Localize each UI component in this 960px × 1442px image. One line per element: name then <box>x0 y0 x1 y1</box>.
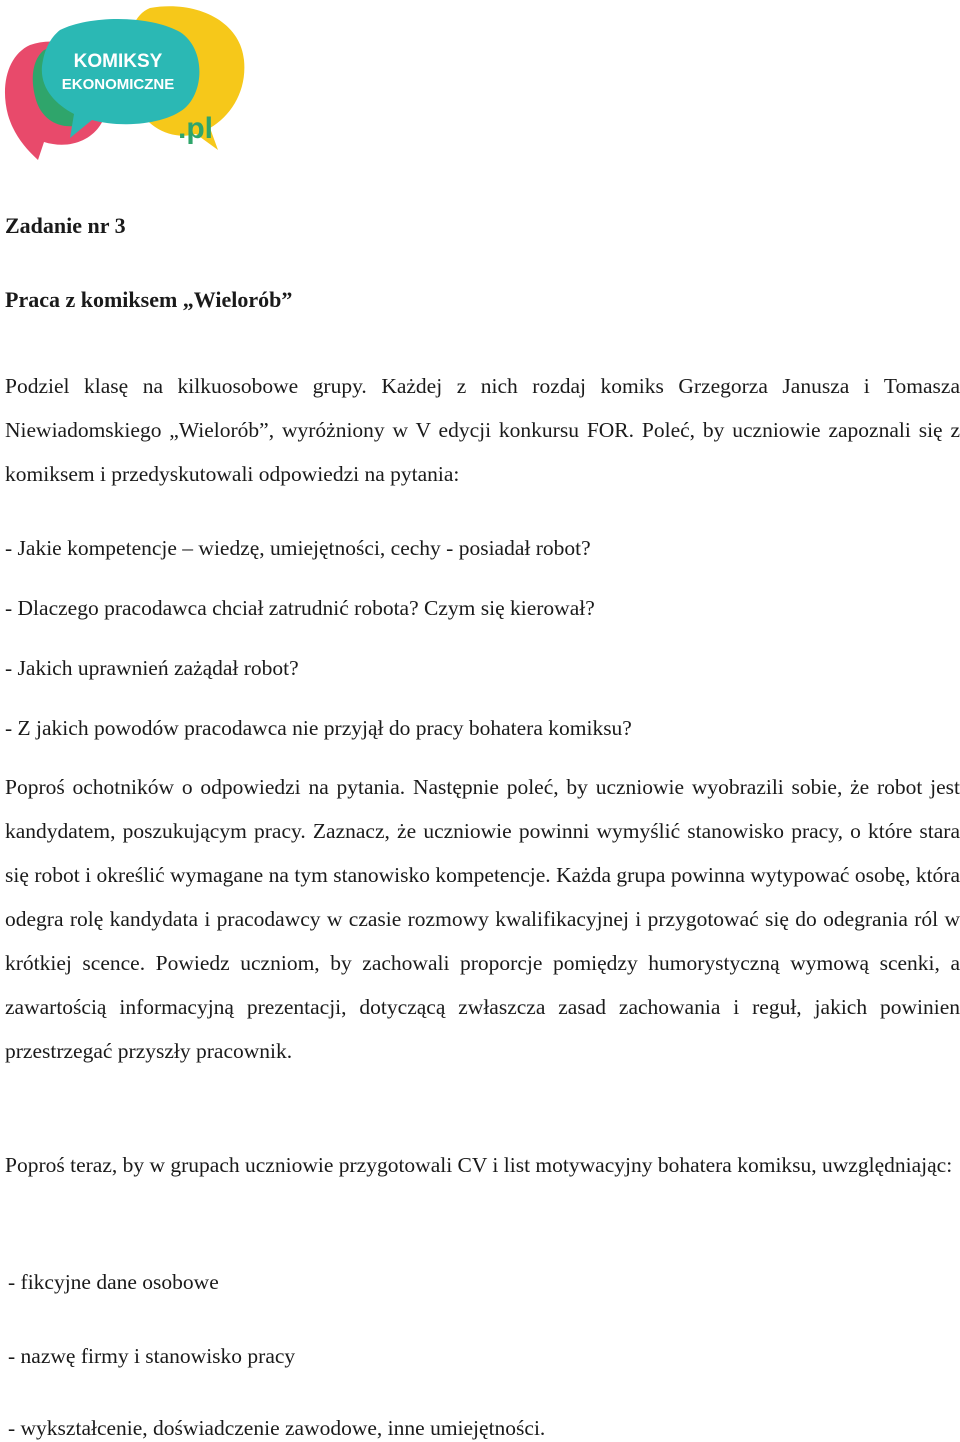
question-3: - Jakich uprawnień zażądał robot? <box>5 656 299 680</box>
cv-prompt-paragraph: Poproś teraz, by w grupach uczniowie przygotowali CV i list motywacyjny bohatera komiksu, uwzględniając: <box>5 1153 953 1177</box>
question-1: - Jakie kompetencje – wiedzę, umiejętności, cechy - posiadał robot? <box>5 536 591 560</box>
task-subtitle: Praca z komiksem „Wielorób” <box>5 287 293 312</box>
question-4: - Z jakich powodów pracodawca nie przyjął do pracy bohatera komiksu? <box>5 716 632 740</box>
cv-item-2: - nazwę firmy i stanowisko pracy <box>8 1344 296 1368</box>
logo-text-ekonomiczne: EKONOMICZNE <box>61 76 175 93</box>
intro-paragraph: Podziel klasę na kilkuosobowe grupy. Każdej z nich rozdaj komiks Grzegorza Janusza i Tomasza Niewiadomskiego „Wielorób”, wyróżniony w V edycji konkursu FOR. Poleć, by uczniowie zapoznali się z komiksem i przedyskutowali odpowiedzi na pytania: <box>5 374 960 486</box>
cv-item-3: - wykształcenie, doświadczenie zawodowe, inne umiejętności. <box>8 1416 546 1440</box>
question-2: - Dlaczego pracodawca chciał zatrudnić robota? Czym się kierował? <box>5 596 595 620</box>
cv-item-1: - fikcyjne dane osobowe <box>8 1270 219 1294</box>
instructions-paragraph: Poproś ochotników o odpowiedzi na pytania. Następnie poleć, by uczniowie wyobrazili sobie, że robot jest kandydatem, poszukującym pracy. Zaznacz, że uczniowie powinni wymyślić stanowisko pracy, o które stara się robot i określić wymagane na tym stanowisko kompetencje. Każda grupa powinna wytypować osobę, która odegra rolę kandydata i pracodawcy w czasie rozmowy kwalifikacyjnej i przygotować się do odegrania ról w krótkiej scence. Powiedz uczniom, by zachowali proporcje pomiędzy humorystyczną wymową scenki, a zawartością informacyjną prezentacji, dotyczącą zwłaszcza zasad zachowania i reguł, jakich powinien przestrzegać przyszły pracownik. <box>5 775 960 1063</box>
logo-text-komiksy: KOMIKSY <box>73 51 163 72</box>
komiksy-ekonomiczne-logo <box>0 0 250 170</box>
task-title: Zadanie nr 3 <box>5 213 126 238</box>
logo-text-domain: .pl <box>178 112 213 145</box>
